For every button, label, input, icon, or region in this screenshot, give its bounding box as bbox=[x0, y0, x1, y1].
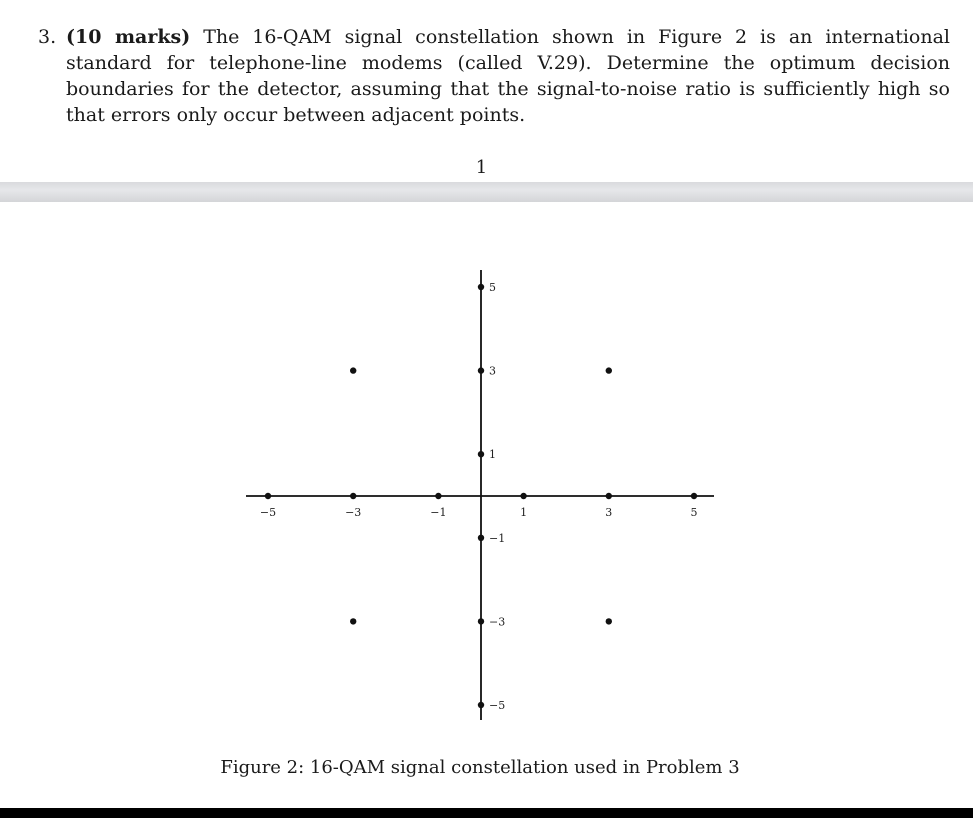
page-bottom bbox=[0, 202, 973, 808]
constellation-point bbox=[478, 284, 484, 290]
y-tick-label: 5 bbox=[489, 281, 496, 294]
y-tick-label: −3 bbox=[489, 615, 506, 629]
constellation-point bbox=[478, 367, 484, 373]
y-tick-label: −1 bbox=[489, 531, 506, 545]
y-tick-label: −5 bbox=[489, 699, 506, 712]
constellation-point bbox=[691, 493, 697, 499]
constellation-point bbox=[478, 451, 484, 457]
page-separator bbox=[0, 182, 973, 202]
constellation-point bbox=[606, 493, 612, 499]
constellation-point bbox=[606, 367, 612, 373]
y-tick-label: 3 bbox=[489, 364, 496, 378]
y-tick-label: 1 bbox=[489, 448, 496, 462]
constellation-point bbox=[478, 618, 484, 624]
x-tick-labels bbox=[260, 506, 698, 519]
constellation-point bbox=[350, 493, 356, 499]
page-top bbox=[0, 0, 973, 182]
problem-marks: (10 marks) bbox=[66, 26, 191, 48]
constellation-point bbox=[265, 493, 271, 499]
page-number: 1 bbox=[475, 157, 488, 178]
problem-number: 3. bbox=[38, 26, 57, 48]
figure-caption: Figure 2: 16-QAM signal constellation used in Problem 3 bbox=[220, 757, 740, 778]
constellation-point bbox=[350, 367, 356, 373]
previous-line-fragment bbox=[0, 0, 973, 6]
constellation-point bbox=[606, 618, 612, 624]
constellation-point bbox=[478, 535, 484, 541]
x-tick-label: −3 bbox=[345, 506, 362, 519]
problem-text: The 16-QAM signal constellation shown in Figure 2 is an international standard for telephone-line modems (called V.29). Determine the optimum decision boundaries for the detector, assuming that the signal-to-noise ratio is sufficiently high so that errors only occur between adjacent points. bbox=[66, 26, 950, 126]
problem-body bbox=[66, 24, 950, 128]
x-tick-label: −1 bbox=[430, 506, 447, 519]
x-tick-label: 5 bbox=[690, 506, 698, 519]
x-tick-label: −5 bbox=[259, 506, 277, 519]
constellation-point bbox=[435, 493, 441, 499]
x-tick-label: 1 bbox=[520, 506, 528, 519]
problem-3 bbox=[38, 24, 950, 128]
constellation-point bbox=[478, 702, 484, 708]
constellation-point bbox=[350, 618, 356, 624]
screen-bottom-bar bbox=[0, 808, 973, 818]
constellation-figure bbox=[0, 202, 973, 752]
x-tick-label: 3 bbox=[605, 506, 613, 519]
constellation-point bbox=[520, 493, 526, 499]
